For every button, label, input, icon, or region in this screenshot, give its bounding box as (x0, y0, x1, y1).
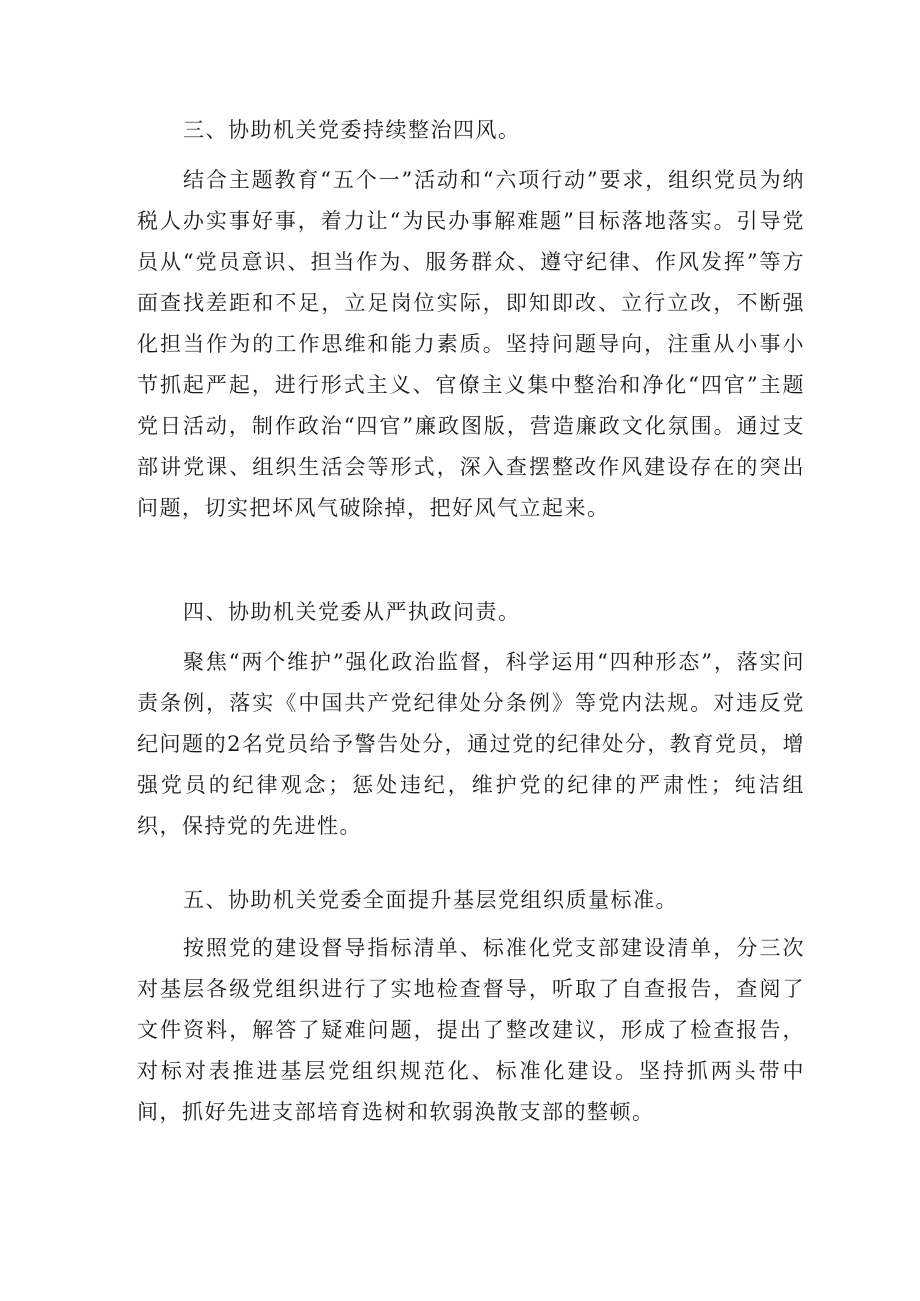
section-heading-3: 三、协助机关党委持续整治四风。 (183, 118, 521, 142)
section-paragraph-4: 聚焦“两个维护”强化政治监督，科学运用“四种形态”，落实问责条例，落实《中国共产党纪律处分条例》等党内法规。对违反党纪问题的2名党员给予警告处分，通过党的纪律处分，教育党员，增强党员的纪律观念；惩处违纪，维护党的纪律的严肃性；纯洁组织，保持党的先进性。 (137, 650, 805, 838)
section-paragraph-3: 结合主题教育“五个一”活动和“六项行动”要求，组织党员为纳税人办实事好事，着力让“为民办事解难题”目标落地落实。引导党员从“党员意识、担当作为、服务群众、遵守纪律、作风发挥”等方面查找差距和不足，立足岗位实际，即知即改、立行立改，不断强化担当作为的工作思维和能力素质。坚持问题导向，注重从小事小节抓起严起，进行形式主义、官僚主义集中整治和净化“四官”主题党日活动，制作政治“四官”廉政图版，营造廉政文化氛围。通过支部讲党课、组织生活会等形式，深入查摆整改作风建设存在的突出问题，切实把坏风气破除掉，把好风气立起来。 (137, 168, 805, 520)
section-paragraph-5: 按照党的建设督导指标清单、标准化党支部建设清单，分三次对基层各级党组织进行了实地检查督导，听取了自查报告，查阅了文件资料，解答了疑难问题，提出了整改建议，形成了检查报告，对标对表推进基层党组织规范化、标准化建设。坚持抓两头带中间，抓好先进支部培育选树和软弱涣散支部的整顿。 (137, 936, 805, 1124)
section-heading-4: 四、协助机关党委从严执政问责。 (183, 600, 521, 624)
section-heading-5: 五、协助机关党委全面提升基层党组织质量标准。 (183, 888, 678, 912)
